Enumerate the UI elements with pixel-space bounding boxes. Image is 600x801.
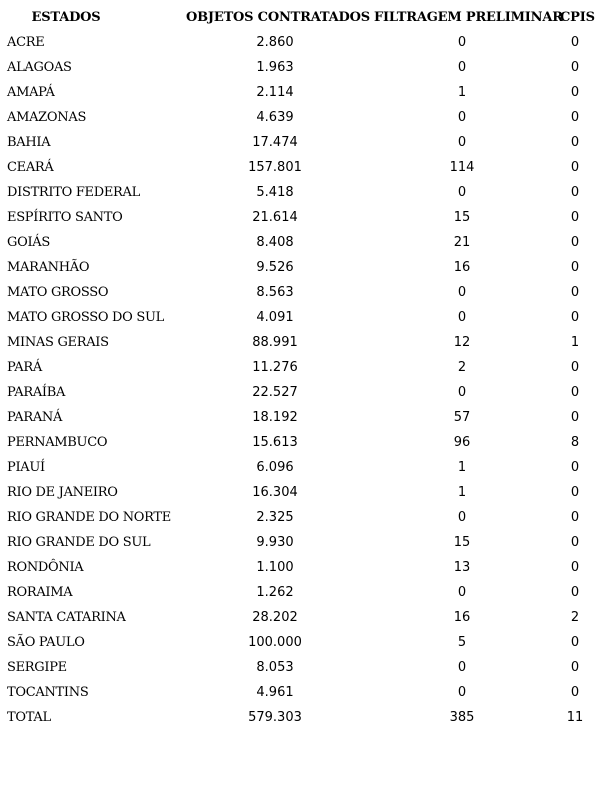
cell-estado: BAHIA [7, 135, 51, 150]
cell-objetos-contratados: 15.613 [252, 435, 298, 450]
cell-estado: SÃO PAULO [7, 635, 85, 650]
cell-estado: DISTRITO FEDERAL [7, 185, 140, 200]
cell-estado: RIO GRANDE DO SUL [7, 535, 151, 550]
cell-filtragem-preliminar: 1 [457, 460, 467, 475]
cell-objetos-contratados: 2.860 [256, 35, 294, 50]
table-row [0, 355, 600, 380]
table-row [0, 255, 600, 280]
table-row [0, 205, 600, 230]
cell-filtragem-preliminar: 16 [453, 260, 471, 275]
table-header [0, 5, 600, 29]
cell-cpis: 0 [570, 310, 580, 325]
cell-estado: PERNAMBUCO [7, 435, 108, 450]
cell-filtragem-preliminar: 0 [457, 185, 467, 200]
cell-estado: SANTA CATARINA [7, 610, 126, 625]
cell-cpis: 0 [570, 85, 580, 100]
cell-objetos-contratados: 11.276 [252, 360, 298, 375]
cell-cpis: 0 [570, 360, 580, 375]
cell-cpis: 0 [570, 535, 580, 550]
cell-estado: ESPÍRITO SANTO [7, 210, 123, 225]
cell-filtragem-preliminar: 0 [457, 285, 467, 300]
cell-filtragem-preliminar: 0 [457, 685, 467, 700]
cell-filtragem-preliminar: 0 [457, 510, 467, 525]
cell-filtragem-preliminar: 0 [457, 35, 467, 50]
cell-objetos-contratados: 579.303 [248, 710, 302, 725]
table-row [0, 55, 600, 80]
cell-cpis: 0 [570, 635, 580, 650]
cell-filtragem-preliminar: 1 [457, 85, 467, 100]
table-row [0, 655, 600, 680]
cell-filtragem-preliminar: 0 [457, 385, 467, 400]
cell-cpis: 0 [570, 35, 580, 50]
cell-estado: AMAPÁ [7, 85, 55, 100]
cell-filtragem-preliminar: 1 [457, 485, 467, 500]
table-row [0, 430, 600, 455]
table-row [0, 330, 600, 355]
cell-cpis: 0 [570, 110, 580, 125]
cell-objetos-contratados: 88.991 [252, 335, 298, 350]
cell-filtragem-preliminar: 5 [457, 635, 467, 650]
cell-cpis: 0 [570, 585, 580, 600]
header-objetos-contratados: OBJETOS CONTRATADOS [186, 10, 370, 25]
table-row [0, 580, 600, 605]
cell-cpis: 0 [570, 460, 580, 475]
cell-estado: ACRE [7, 35, 45, 50]
cell-objetos-contratados: 4.961 [256, 685, 294, 700]
cell-filtragem-preliminar: 12 [453, 335, 471, 350]
cell-filtragem-preliminar: 0 [457, 585, 467, 600]
table-row [0, 80, 600, 105]
cell-filtragem-preliminar: 96 [453, 435, 471, 450]
cell-cpis: 1 [570, 335, 580, 350]
cell-cpis: 0 [570, 285, 580, 300]
cell-filtragem-preliminar: 21 [453, 235, 471, 250]
table-row [0, 705, 600, 730]
cell-objetos-contratados: 2.325 [256, 510, 294, 525]
cell-estado: PARÁ [7, 360, 42, 375]
cell-objetos-contratados: 4.091 [256, 310, 294, 325]
cell-filtragem-preliminar: 0 [457, 135, 467, 150]
cell-estado: MATO GROSSO [7, 285, 109, 300]
cell-objetos-contratados: 18.192 [252, 410, 298, 425]
cell-objetos-contratados: 22.527 [252, 385, 298, 400]
table-row [0, 455, 600, 480]
cell-cpis: 0 [570, 210, 580, 225]
cell-filtragem-preliminar: 0 [457, 310, 467, 325]
table-row [0, 530, 600, 555]
cell-filtragem-preliminar: 385 [449, 710, 475, 725]
table-row [0, 605, 600, 630]
cell-cpis: 0 [570, 60, 580, 75]
cell-cpis: 0 [570, 135, 580, 150]
cell-objetos-contratados: 1.963 [256, 60, 294, 75]
table-row [0, 105, 600, 130]
table-row [0, 505, 600, 530]
cell-estado: PIAUÍ [7, 460, 45, 475]
header-cpis: CPIS [560, 10, 595, 25]
cell-cpis: 0 [570, 560, 580, 575]
table-row [0, 680, 600, 705]
table-body [0, 30, 600, 730]
cell-cpis: 0 [570, 385, 580, 400]
cell-filtragem-preliminar: 13 [453, 560, 471, 575]
cell-estado: TOTAL [7, 710, 51, 725]
cell-objetos-contratados: 9.526 [256, 260, 294, 275]
cell-filtragem-preliminar: 16 [453, 610, 471, 625]
cell-estado: GOIÁS [7, 235, 50, 250]
cell-objetos-contratados: 8.408 [256, 235, 294, 250]
cell-cpis: 0 [570, 235, 580, 250]
cell-estado: MINAS GERAIS [7, 335, 109, 350]
cell-objetos-contratados: 8.563 [256, 285, 294, 300]
table-row [0, 480, 600, 505]
cell-estado: RORAIMA [7, 585, 73, 600]
table-row [0, 405, 600, 430]
cell-estado: MATO GROSSO DO SUL [7, 310, 164, 325]
table-row [0, 280, 600, 305]
cell-objetos-contratados: 21.614 [252, 210, 298, 225]
cell-cpis: 0 [570, 485, 580, 500]
table-row [0, 180, 600, 205]
cell-objetos-contratados: 100.000 [248, 635, 302, 650]
cell-filtragem-preliminar: 15 [453, 535, 471, 550]
cell-objetos-contratados: 2.114 [256, 85, 294, 100]
header-estados: ESTADOS [31, 10, 101, 25]
table-row [0, 155, 600, 180]
cell-filtragem-preliminar: 2 [457, 360, 467, 375]
table-row [0, 130, 600, 155]
cell-filtragem-preliminar: 0 [457, 660, 467, 675]
cell-objetos-contratados: 4.639 [256, 110, 294, 125]
cell-filtragem-preliminar: 57 [453, 410, 471, 425]
cell-objetos-contratados: 8.053 [256, 660, 294, 675]
cell-objetos-contratados: 17.474 [252, 135, 298, 150]
cell-objetos-contratados: 5.418 [256, 185, 294, 200]
cell-estado: AMAZONAS [7, 110, 87, 125]
cell-filtragem-preliminar: 114 [449, 160, 475, 175]
cell-objetos-contratados: 16.304 [252, 485, 298, 500]
table-row [0, 230, 600, 255]
cell-cpis: 0 [570, 660, 580, 675]
cell-cpis: 0 [570, 260, 580, 275]
table-row [0, 305, 600, 330]
cell-cpis: 0 [570, 410, 580, 425]
cell-cpis: 2 [570, 610, 580, 625]
cell-estado: RONDÔNIA [7, 560, 84, 575]
table-row [0, 630, 600, 655]
table-row [0, 380, 600, 405]
table-row [0, 555, 600, 580]
cell-estado: MARANHÃO [7, 260, 90, 275]
cell-cpis: 0 [570, 685, 580, 700]
cell-objetos-contratados: 6.096 [256, 460, 294, 475]
cell-cpis: 0 [570, 160, 580, 175]
cell-objetos-contratados: 9.930 [256, 535, 294, 550]
cell-filtragem-preliminar: 0 [457, 110, 467, 125]
cell-estado: RIO DE JANEIRO [7, 485, 118, 500]
cell-cpis: 8 [570, 435, 580, 450]
cell-objetos-contratados: 28.202 [252, 610, 298, 625]
cell-filtragem-preliminar: 0 [457, 60, 467, 75]
cell-estado: SERGIPE [7, 660, 67, 675]
cell-estado: PARAÍBA [7, 385, 66, 400]
cell-filtragem-preliminar: 15 [453, 210, 471, 225]
cell-estado: TOCANTINS [7, 685, 89, 700]
cell-objetos-contratados: 157.801 [248, 160, 302, 175]
cell-cpis: 0 [570, 510, 580, 525]
cell-objetos-contratados: 1.262 [256, 585, 294, 600]
cell-estado: RIO GRANDE DO NORTE [7, 510, 171, 525]
cell-estado: ALAGOAS [7, 60, 72, 75]
header-filtragem-preliminar: FILTRAGEM PRELIMINAR [374, 10, 563, 25]
cell-estado: CEARÁ [7, 160, 54, 175]
cell-cpis: 0 [570, 185, 580, 200]
cell-cpis: 11 [566, 710, 584, 725]
table-row [0, 30, 600, 55]
cell-objetos-contratados: 1.100 [256, 560, 294, 575]
cell-estado: PARANÁ [7, 410, 63, 425]
